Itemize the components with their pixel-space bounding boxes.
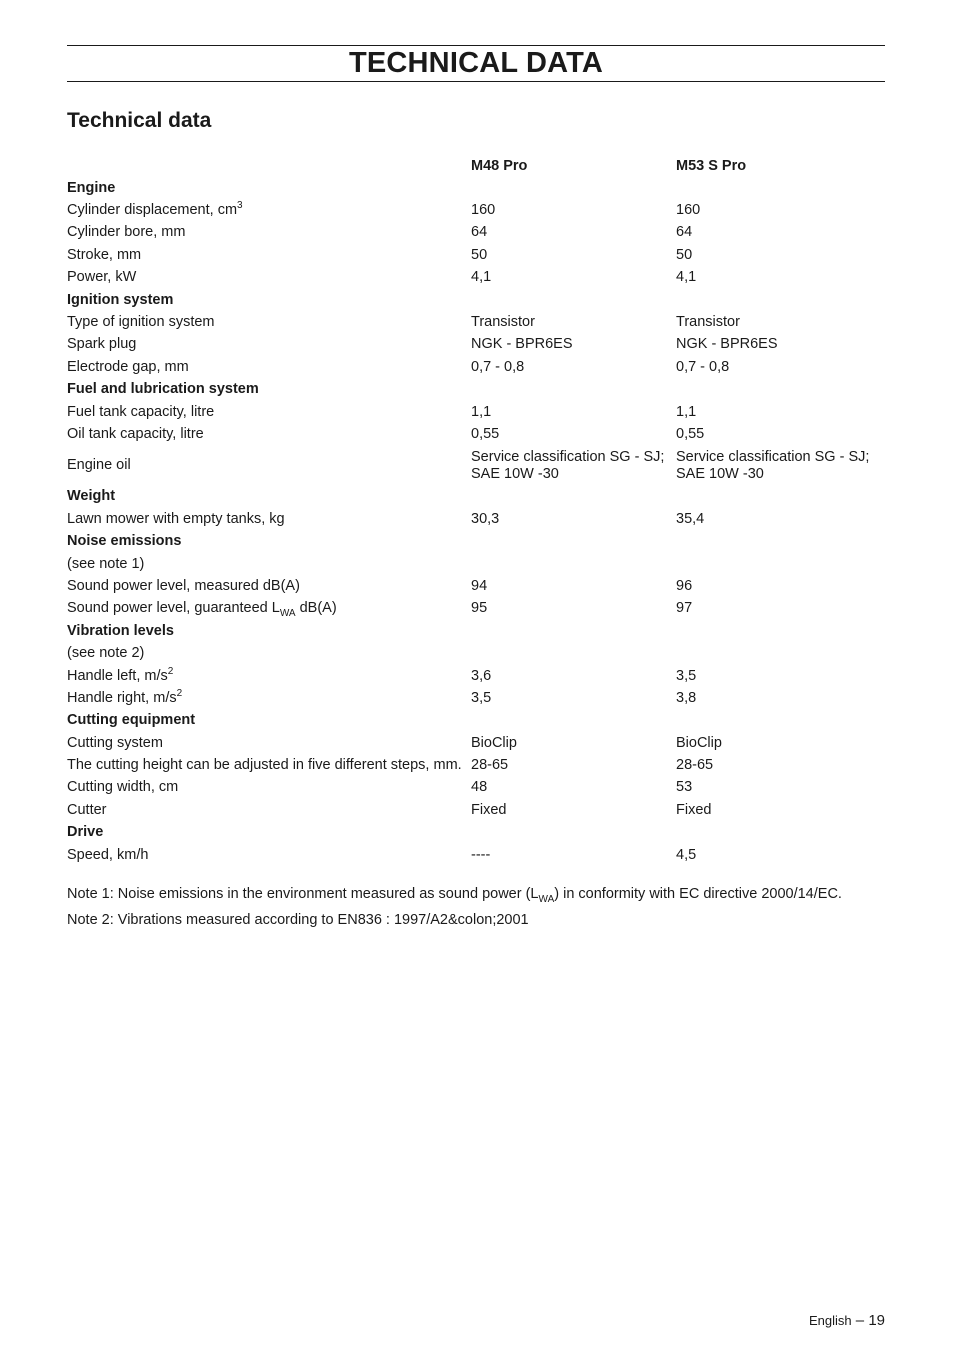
page-footer — [809, 1312, 885, 1329]
table-row — [67, 199, 885, 221]
section-title: Technical data — [67, 109, 212, 132]
value-m53: 3,5 — [676, 667, 697, 684]
value-m53: 3,8 — [676, 689, 697, 706]
group-label: Fuel and lubrication system — [67, 381, 259, 398]
group-label: Engine — [67, 179, 116, 196]
table-row — [67, 446, 885, 486]
page-number: 19 — [868, 1312, 885, 1329]
table-row — [67, 754, 885, 776]
table-row — [67, 508, 885, 530]
table-row — [67, 665, 885, 687]
table-row — [67, 687, 885, 709]
row-label: Sound power level, measured dB(A) — [67, 577, 300, 594]
table-row — [67, 401, 885, 423]
value-m48: 3,6 — [471, 667, 492, 684]
technical-data-table — [67, 155, 885, 866]
row-label: Cylinder bore, mm — [67, 224, 186, 241]
group-row-fuel — [67, 379, 885, 401]
row-label: Type of ignition system — [67, 314, 215, 331]
value-m48: 48 — [471, 779, 488, 796]
table-row — [67, 777, 885, 799]
row-label: Power, kW — [67, 269, 137, 286]
group-row-vibration — [67, 620, 885, 642]
row-label: Sound power level, guaranteed $L_{WA}$ dB(A) — [67, 600, 337, 620]
note-1: Note 1: Noise emissions in the environment measured as sound power $(L_{WA})$ in conformity with EC directive 2000/14/EC. — [67, 886, 842, 905]
value-m53: 4,1 — [676, 269, 697, 286]
group-row-cutting — [67, 710, 885, 732]
row-label: Cutting system — [67, 734, 163, 751]
row-label: Lawn mower with empty tanks, kg — [67, 510, 285, 527]
row-label: Fuel tank capacity, litre — [67, 403, 215, 420]
footer-separator: – — [851, 1312, 869, 1329]
table-row — [67, 598, 885, 620]
value-m48: 3,5 — [471, 689, 492, 706]
footer-language: English — [808, 1313, 852, 1328]
group-label: Cutting equipment — [67, 712, 196, 729]
column-header-m53: M53 S Pro — [676, 157, 747, 174]
group-label: Drive — [67, 824, 104, 841]
column-header-m48: M48 Pro — [471, 157, 528, 174]
value-m48: 0,55 — [471, 425, 500, 442]
row-label: (see note 1) — [67, 555, 145, 572]
value-m53: Fixed — [676, 801, 712, 818]
table-row — [67, 356, 885, 378]
table-header-row — [67, 155, 885, 177]
table-row — [67, 267, 885, 289]
row-label: Handle right, $m/s^2$ — [67, 688, 183, 706]
table-row — [67, 311, 885, 333]
value-m48: 160 — [471, 202, 496, 219]
group-row-noise — [67, 530, 885, 552]
value-m48: 30,3 — [471, 510, 500, 527]
value-m48: BioClip — [471, 734, 517, 751]
row-label: Spark plug — [67, 336, 137, 353]
value-m48: 64 — [471, 224, 488, 241]
value-m48: 50 — [471, 246, 488, 263]
row-label: Stroke, mm — [67, 246, 142, 263]
value-m48: 1,1 — [471, 403, 492, 420]
value-m53: 160 — [676, 202, 701, 219]
value-m48: Transistor — [471, 314, 535, 331]
notes — [67, 884, 885, 936]
value-m53: 97 — [676, 600, 693, 617]
row-label: Speed, km/h — [67, 846, 149, 863]
value-m53: 64 — [676, 224, 693, 241]
value-m53: Transistor — [676, 314, 740, 331]
row-label: Oil tank capacity, litre — [67, 425, 204, 442]
row-label: Electrode gap, mm — [67, 358, 189, 375]
group-row-ignition — [67, 289, 885, 311]
page-header-title: TECHNICAL DATA — [348, 47, 604, 79]
table-row — [67, 575, 885, 597]
table-row — [67, 732, 885, 754]
table-row — [67, 844, 885, 866]
value-m48: NGK - BPR6ES — [471, 336, 573, 353]
group-row-engine — [67, 177, 885, 199]
value-m53: 4,5 — [676, 846, 697, 863]
row-label: Handle left, $m/s^2$ — [67, 665, 174, 684]
group-label: Vibration levels — [67, 622, 174, 639]
value-m48: Service classification SG - SJ; SAE 10W -30 — [471, 448, 665, 482]
value-m53: BioClip — [676, 734, 722, 751]
table-row — [67, 553, 885, 575]
row-label: Cutter — [67, 801, 107, 818]
table-row — [67, 642, 885, 664]
table-row — [67, 334, 885, 356]
value-m48: 95 — [471, 600, 488, 617]
header-rule-bottom — [67, 81, 885, 82]
table-row — [67, 799, 885, 821]
value-m53: 28-65 — [676, 757, 714, 774]
row-label: The cutting height can be adjusted in five different steps, mm. — [67, 757, 462, 774]
header-empty-cell — [67, 155, 471, 177]
value-m53: 96 — [676, 577, 693, 594]
row-label: (see note 2) — [67, 645, 145, 662]
value-m53: Service classification SG - SJ; SAE 10W -30 — [676, 448, 870, 482]
value-m48: 94 — [471, 577, 488, 594]
group-row-weight — [67, 486, 885, 508]
value-m48: 0,7 - 0,8 — [471, 358, 525, 375]
table-row — [67, 423, 885, 445]
value-m48: 28-65 — [471, 757, 509, 774]
row-label: Cylinder displacement, $cm^3$ — [67, 200, 243, 219]
value-m53: NGK - BPR6ES — [676, 336, 778, 353]
table-row — [67, 244, 885, 266]
value-m48: Fixed — [471, 801, 507, 818]
value-m53: 0,7 - 0,8 — [676, 358, 730, 375]
note-2: Note 2: Vibrations measured according to EN836 : 1997/A2&colon;2001 — [67, 912, 529, 928]
table-row — [67, 222, 885, 244]
value-m53: 0,55 — [676, 425, 705, 442]
header-rule-top — [67, 45, 885, 46]
value-m53: 53 — [676, 779, 693, 796]
value-m53: 35,4 — [676, 510, 705, 527]
group-label: Ignition system — [67, 291, 174, 308]
value-m48: ---- — [471, 846, 491, 863]
value-m53: 1,1 — [676, 403, 697, 420]
group-label: Noise emissions — [67, 533, 182, 550]
row-label: Cutting width, cm — [67, 779, 179, 796]
value-m53: 50 — [676, 246, 693, 263]
group-row-drive — [67, 822, 885, 844]
value-m48: 4,1 — [471, 269, 492, 286]
group-label: Weight — [67, 488, 116, 505]
row-label: Engine oil — [67, 457, 131, 474]
